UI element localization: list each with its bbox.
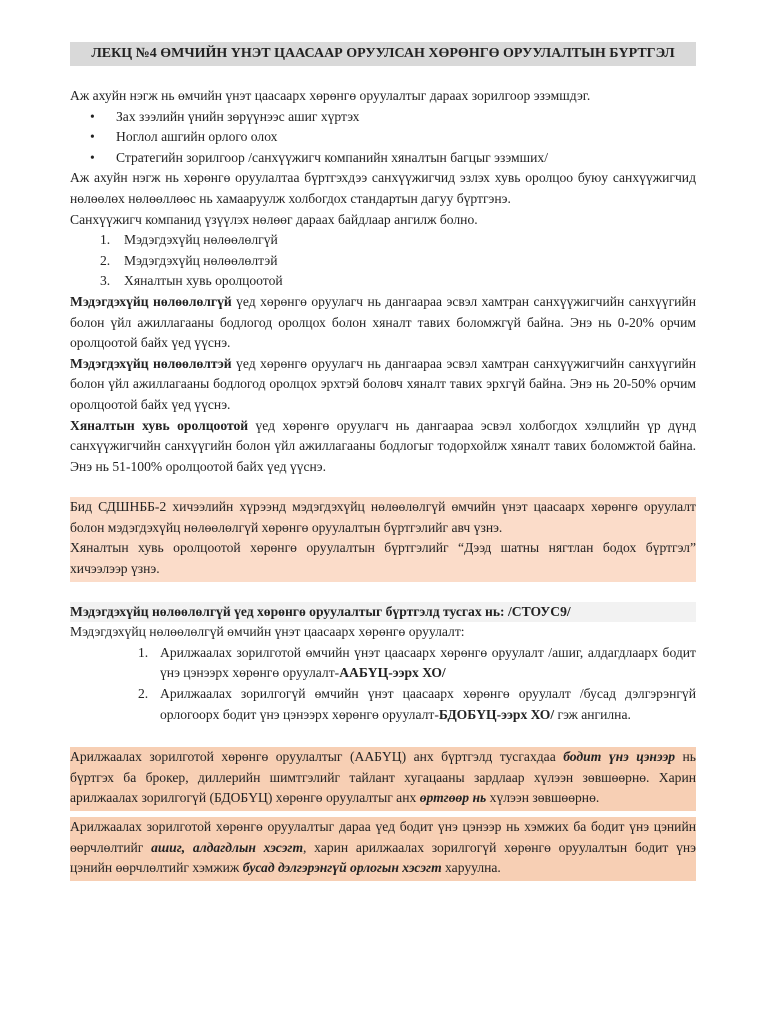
definition-text: үед хөрөнгө оруулагч нь дангаараа эсвэл хамтран санхүүжигчийн санхүүгийн болон үйл ажиллагааны бодлогод оролцох эрхтэй боловч хяналт тавих эрхгүй байна. Энэ нь 20-50% орчим оролцоотой байх үед үүснэ.	[70, 355, 696, 412]
text-run: хүлээн зөвшөөрнө.	[486, 790, 600, 806]
course-scope-box	[70, 497, 696, 581]
category-number: 1.	[100, 232, 111, 248]
intro-section	[70, 86, 696, 477]
page-title: ЛЕКЦ №4 ӨМЧИЙН ҮНЭТ ЦААСААР ОРУУЛСАН ХӨРӨНГӨ ОРУУЛАЛТЫН БҮРТГЭЛ	[70, 42, 696, 66]
definition-text: үед хөрөнгө оруулагч нь дангаараа эсвэл холбогдох хэлцлийн үр дүнд санхүүжигчийн санхүүгийн болон үйл ажиллагааны бодлогыг тодорхойлж хяналт тавих боломжтой байна. Энэ нь 51-100% оролцоотой байх үед үүснэ.	[70, 417, 696, 474]
section-heading: Мэдэгдэхүйц нөлөөлөлгүй үед хөрөнгө оруулалтыг бүртгэлд тусгах нь: /СТОУС9/	[70, 602, 696, 623]
text-run: Арилжаалах зорилготой хөрөнгө оруулалтыг дараа үед бодит үнэ цэнээр нь хэмжих ба бодит үнэ цэнийн өөрчлөлтийг	[70, 819, 696, 855]
text-run: харуулна.	[441, 860, 501, 876]
course-scope-line: Хяналтын хувь оролцоотой хөрөнгө оруулалтын бүртгэлийг “Дээд шатны нягтлан бодох бүртгэл” хичээлээр үзнэ.	[70, 540, 696, 577]
classification-abbr: ААБҮЦ-ээрх ХО/	[339, 665, 446, 681]
text-run: Арилжаалах зорилготой хөрөнгө оруулалтыг (ААБҮЦ) анх бүртгэлд тусгахдаа	[70, 749, 564, 765]
classification-number: 1.	[138, 644, 149, 660]
category-item	[70, 271, 696, 292]
emphasis-run: өртгөөр нь	[419, 790, 487, 806]
purpose-item: • Ноглол ашгийн орлого олох	[70, 127, 696, 148]
classification-number: 2.	[138, 686, 149, 702]
category-list	[70, 230, 696, 292]
category-label: Мэдэгдэхүйц нөлөөлөлгүй	[124, 232, 278, 248]
emphasis-run: бусад дэлгэрэнгүй орлогын хэсэгт	[242, 860, 442, 876]
definition-no-influence	[70, 292, 696, 354]
subsequent-measurement-text	[70, 817, 696, 879]
purpose-list	[70, 107, 696, 169]
purpose-item: • Стратегийн зорилгоор /санхүүжигч компанийн хяналтын багцыг эзэмших/	[70, 148, 696, 169]
classification-text: Арилжаалах зорилгогүй өмчийн үнэт цаасаарх хөрөнгө оруулалт /бусад дэлгэрэнгүй орлогоорх бодит үнэ цэнээрх хөрөнгө оруулалт-	[160, 686, 696, 722]
category-label: Мэдэгдэхүйц нөлөөлөлтэй	[124, 252, 278, 268]
category-label: Хяналтын хувь оролцоотой	[124, 273, 283, 289]
definition-with-influence	[70, 354, 696, 416]
lecture-page	[70, 42, 696, 881]
classification-item	[70, 684, 696, 725]
classification-section	[70, 622, 696, 725]
category-number: 3.	[100, 273, 111, 289]
definition-term: Мэдэгдэхүйц нөлөөлөлгүй	[70, 293, 232, 309]
classification-item	[70, 643, 696, 684]
category-item	[70, 230, 696, 251]
classification-abbr: БДОБҮЦ-ээрх ХО/	[438, 706, 555, 722]
classify-paragraph: Санхүүжигч компанид үзүүлэх нөлөөг дараах байдлаар ангилж болно.	[70, 211, 478, 227]
text-run: , харин арилжаалах зорилгогүй хөрөнгө оруулалтын бодит үнэ цэнийн өөрчлөлтийг хэмжиж	[70, 839, 696, 876]
intro-paragraph: Аж ахуйн нэгж нь өмчийн үнэт цаасаарх хөрөнгө оруулалтыг дараах зорилгоор эзэмшдэг.	[70, 88, 591, 103]
purpose-item: • Зах зээлийн үнийн зөрүүнээс ашиг хүртэх	[70, 107, 696, 128]
definition-text: үед хөрөнгө оруулагч нь дангаараа эсвэл хамтран санхүүжигчийн санхүүгийн болон үйл ажиллагааны бодлогод оролцох болон хяналт тавих боломжгүй байна. Энэ нь 0-20% орчим оролцоотой байх үед үүснэ.	[70, 293, 697, 351]
emphasis-run: бодит үнэ цэнээр	[563, 749, 676, 765]
section-subtitle: Мэдэгдэхүйц нөлөөлөлгүй өмчийн үнэт цаасаарх хөрөнгө оруулалт:	[70, 624, 465, 640]
influence-paragraph: Аж ахуйн нэгж нь хөрөнгө оруулалтаа бүртгэхдээ санхүүжигчид эзлэх хувь оролцоо буюу санхүүжигчид нөлөөлөх нөлөөллөөс нь хамааруулж холбогдох стандартын дагуу бүртгэнэ.	[70, 170, 696, 206]
course-scope-line: Бид СДШНББ-2 хичээлийн хүрээнд мэдэгдэхүйц нөлөөлөлгүй өмчийн үнэт цаасаарх хөрөнгө оруулалт болон мэдэгдэхүйц нөлөөлөлгүй хөрөнгө оруулалтын бүртгэлийг авч үзнэ.	[70, 499, 696, 535]
classification-text: Арилжаалах зорилготой өмчийн үнэт цаасаарх хөрөнгө оруулалт /ашиг, алдагдлаарх бодит үнэ цэнээрх хөрөнгө оруулалт-	[160, 644, 696, 681]
emphasis-run: ашиг, алдагдлын хэсэгт	[151, 839, 304, 855]
subsequent-measurement-box	[70, 817, 696, 881]
category-item	[70, 251, 696, 272]
text-run: нь бүртгэх ба брокер, диллерийн шимтгэлийг тайлант хугацааны зардлаар хүлээн зөвшөөрнө. Харин арилжаалах зорилгогүй (БДОБҮЦ) хөрөнгө оруулалтыг анх	[70, 749, 697, 806]
initial-recognition-text	[70, 747, 696, 809]
definition-control	[70, 416, 696, 478]
definition-term: Мэдэгдэхүйц нөлөөлөлтэй	[70, 355, 232, 371]
classification-tail: гэж ангилна.	[554, 706, 631, 722]
definition-term: Хяналтын хувь оролцоотой	[70, 417, 249, 433]
classification-list	[70, 643, 696, 725]
category-number: 2.	[100, 252, 111, 268]
initial-recognition-box	[70, 747, 696, 811]
